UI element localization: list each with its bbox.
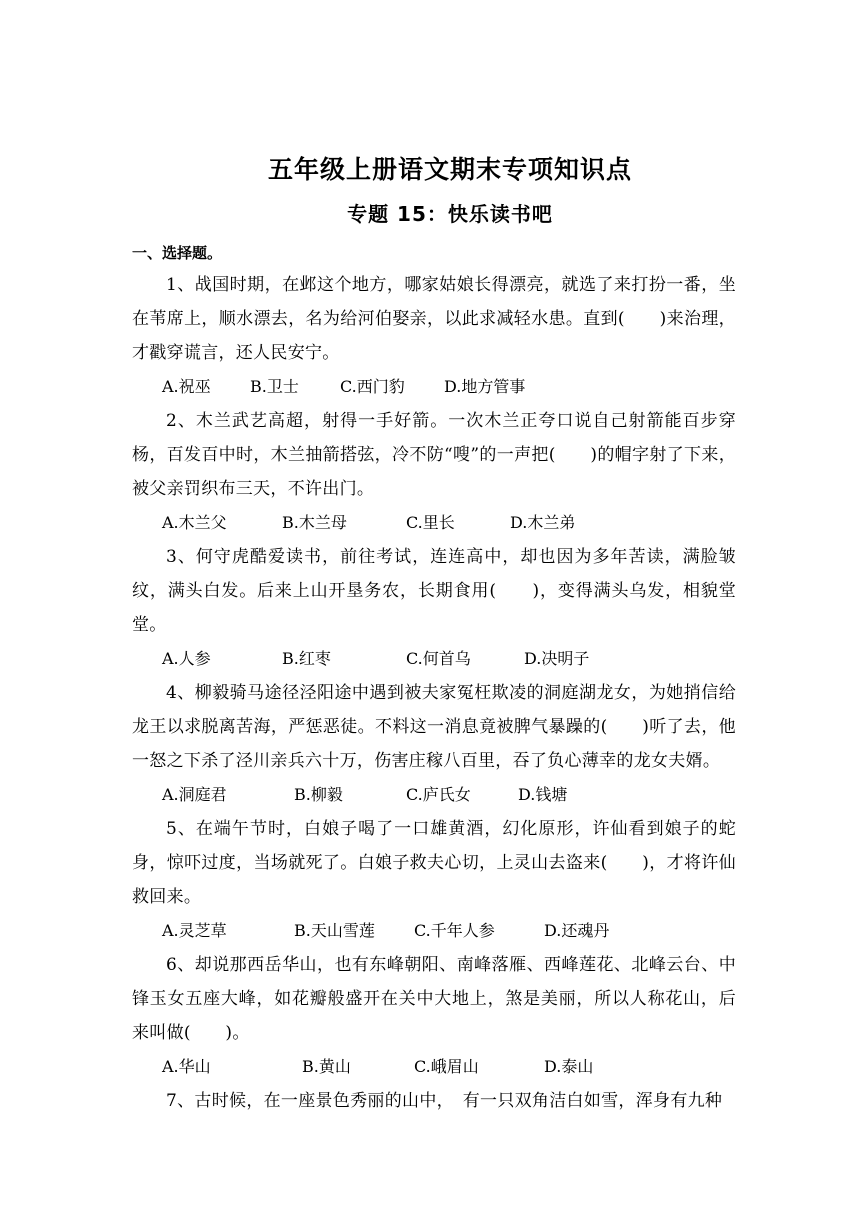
option-b: B.柳毅 xyxy=(294,785,343,804)
option-b: B.红枣 xyxy=(282,649,331,668)
option-a: A.洞庭君 xyxy=(162,785,227,804)
question-text: 3、何守虎酷爱读书，前往考试，连连高中，却也因为多年苦读，满脸皱纹，满头白发。后来上山开垦务农，长期食用( )，变得满头乌发，相貌堂堂。 xyxy=(132,547,736,635)
option-c: C.西门豹 xyxy=(340,377,405,396)
page-subtitle: 专题 15：快乐读书吧 xyxy=(347,202,553,226)
question-text: 4、柳毅骑马途径泾阳途中遇到被夫家冤枉欺凌的洞庭湖龙女，为她捎信给龙王以求脱离苦海，严惩恶徒。不料这一消息竟被脾气暴躁的( )听了去，他一怒之下杀了泾川亲兵六十万，伤害庄稼八百里，吞了负心薄幸的龙女夫婿。 xyxy=(132,683,736,771)
option-b: B.黄山 xyxy=(302,1057,351,1076)
question-options xyxy=(132,370,736,404)
question-6 xyxy=(132,948,736,1084)
page-title: 五年级上册语文期末专项知识点 xyxy=(267,155,632,184)
question-options xyxy=(132,642,736,676)
option-a: A.祝巫 xyxy=(162,377,211,396)
option-b: B.天山雪莲 xyxy=(294,921,375,940)
question-options xyxy=(132,1050,736,1084)
option-b: B.卫士 xyxy=(250,377,299,396)
question-2 xyxy=(132,404,736,540)
question-options xyxy=(132,778,736,812)
option-d: D.木兰弟 xyxy=(510,513,576,532)
option-d: D.还魂丹 xyxy=(544,921,610,940)
question-3 xyxy=(132,540,736,676)
question-text: 2、木兰武艺高超，射得一手好箭。一次木兰正夸口说自己射箭能百步穿杨，百发百中时，木兰抽箭搭弦，冷不防“嗖”的一声把( )的帽字射了下来，被父亲罚织布三天，不许出门。 xyxy=(132,411,736,499)
question-options xyxy=(132,914,736,948)
option-c: C.何首乌 xyxy=(406,649,471,668)
question-4 xyxy=(132,676,736,812)
option-c: C.峨眉山 xyxy=(414,1057,479,1076)
question-7 xyxy=(132,1084,736,1118)
question-text: 7、古时候，在一座景色秀丽的山中， 有一只双角洁白如雪，浑身有九种 xyxy=(166,1091,723,1111)
option-a: A.华山 xyxy=(162,1057,211,1076)
option-a: A.木兰父 xyxy=(162,513,227,532)
option-d: D.决明子 xyxy=(524,649,590,668)
option-d: D.泰山 xyxy=(544,1057,594,1076)
option-c: C.里长 xyxy=(406,513,455,532)
question-list xyxy=(132,268,736,1118)
question-text: 5、在端午节时，白娘子喝了一口雄黄酒，幻化原形，许仙看到娘子的蛇身，惊吓过度，当场就死了。白娘子救夫心切，上灵山去盗来( )，才将许仙救回来。 xyxy=(132,819,736,907)
question-options xyxy=(132,506,736,540)
option-a: A.人参 xyxy=(162,649,211,668)
option-d: D.钱塘 xyxy=(518,785,568,804)
question-5 xyxy=(132,812,736,948)
option-d: D.地方管事 xyxy=(444,377,526,396)
section-heading: 一、选择题。 xyxy=(132,244,223,262)
option-a: A.灵芝草 xyxy=(162,921,227,940)
option-c: C.千年人参 xyxy=(414,921,495,940)
question-1 xyxy=(132,268,736,404)
option-b: B.木兰母 xyxy=(282,513,347,532)
question-text: 6、却说那西岳华山，也有东峰朝阳、南峰落雁、西峰莲花、北峰云台、中锋玉女五座大峰，如花瓣般盛开在关中大地上，煞是美丽，所以人称花山，后来叫做( )。 xyxy=(132,955,736,1043)
question-text: 1、战国时期，在邺这个地方，哪家姑娘长得漂亮，就选了来打扮一番，坐在苇席上，顺水漂去，名为给河伯娶亲，以此求减轻水患。直到( )来治理，才戳穿谎言，还人民安宁。 xyxy=(132,275,736,363)
option-c: C.庐氏女 xyxy=(406,785,471,804)
